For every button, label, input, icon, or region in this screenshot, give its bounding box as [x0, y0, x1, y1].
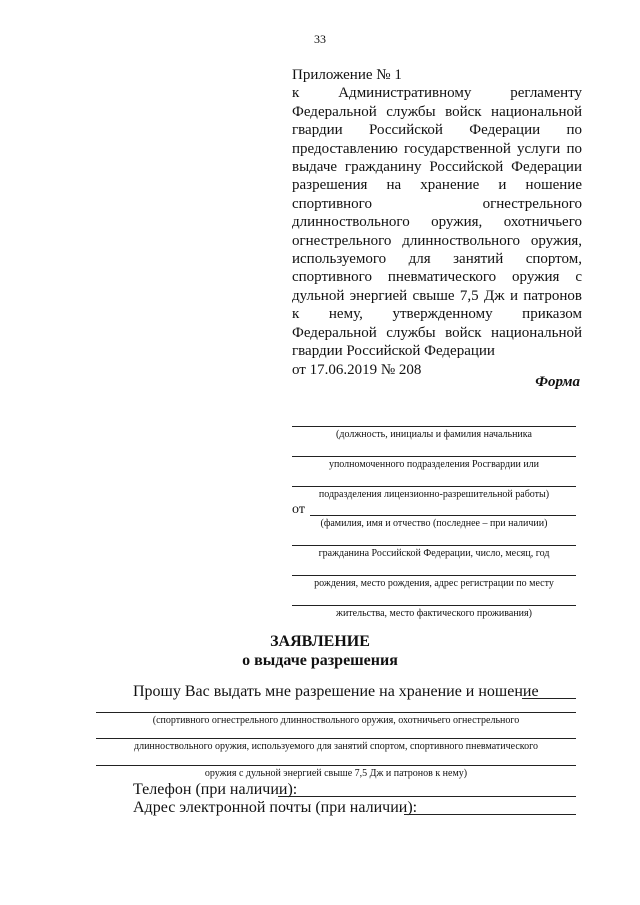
appendix-line: спортивного пневматического оружия с: [292, 269, 582, 286]
addressee-caption: подразделения лицензионно-разрешительной работы): [318, 489, 550, 500]
appendix-line: к нему, утвержденному приказом: [292, 306, 582, 323]
appendix-line: дульной энергией свыше 7,5 Дж и патронов: [292, 287, 582, 304]
email-field-line: [404, 814, 576, 815]
appendix-line: гвардии Российской Федерации по: [292, 122, 582, 139]
appendix-line: огнестрельного длинноствольного оружия,: [292, 232, 582, 249]
addressee-line: [292, 456, 576, 457]
form-label: Форма: [535, 374, 580, 390]
applicant-line: [292, 545, 576, 546]
email-label: Адрес электронной почты (при наличии):: [133, 799, 418, 816]
request-fill-line: [522, 698, 576, 699]
addressee-line: [292, 486, 576, 487]
applicant-caption: жительства, место фактического проживания): [336, 608, 532, 619]
applicant-caption: рождения, место рождения, адрес регистрации по месту: [314, 578, 554, 589]
appendix-line: Приложение № 1: [292, 67, 402, 83]
appendix-line: спортивного огнестрельного: [292, 195, 582, 212]
phone-field-line: [278, 796, 576, 797]
applicant-line: [292, 575, 576, 576]
applicant-caption: (фамилия, имя и отчество (последнее – при наличии): [320, 518, 548, 529]
addressee-caption: (должность, инициалы и фамилия начальника: [336, 429, 532, 440]
request-caption: длинноствольного оружия, используемого для занятий спортом, спортивного пневматического: [134, 741, 538, 752]
document-subtitle: о выдаче разрешения: [242, 652, 398, 669]
request-caption: (спортивного огнестрельного длинноствольного оружия, охотничьего огнестрельного: [152, 715, 520, 726]
appendix-line: длинноствольного оружия, охотничьего: [292, 214, 582, 231]
page-number: 33: [314, 32, 326, 46]
appendix-line: выдаче гражданину Российской Федерации: [292, 159, 582, 176]
from-label: от: [292, 502, 305, 517]
appendix-line: к Административному регламенту: [292, 85, 582, 102]
addressee-line: [292, 426, 576, 427]
request-line: [96, 738, 576, 739]
applicant-caption: гражданина Российской Федерации, число, месяц, год: [318, 548, 550, 559]
applicant-line: [292, 605, 576, 606]
appendix-line: предоставлению государственной услуги по: [292, 140, 582, 157]
document-title: ЗАЯВЛЕНИЕ: [270, 633, 370, 650]
addressee-caption: уполномоченного подразделения Росгвардии или: [328, 459, 540, 470]
appendix-header: [292, 66, 582, 379]
request-text: Прошу Вас выдать мне разрешение на хранение и ношение: [133, 683, 539, 700]
appendix-line: Федеральной службы войск национальной: [292, 324, 582, 341]
appendix-line: разрешения на хранение и ношение: [292, 177, 582, 194]
request-caption: оружия с дульной энергией свыше 7,5 Дж и патронов к нему): [204, 768, 468, 779]
appendix-line: Федеральной службы войск национальной: [292, 103, 582, 120]
request-line: [96, 712, 576, 713]
applicant-name-line: [310, 515, 576, 516]
appendix-line: гвардии Российской Федерации: [292, 343, 495, 360]
appendix-line: используемого для занятий спортом,: [292, 251, 582, 268]
phone-label: Телефон (при наличии):: [133, 781, 298, 798]
appendix-line: от 17.06.2019 № 208: [292, 361, 422, 378]
request-line: [96, 765, 576, 766]
